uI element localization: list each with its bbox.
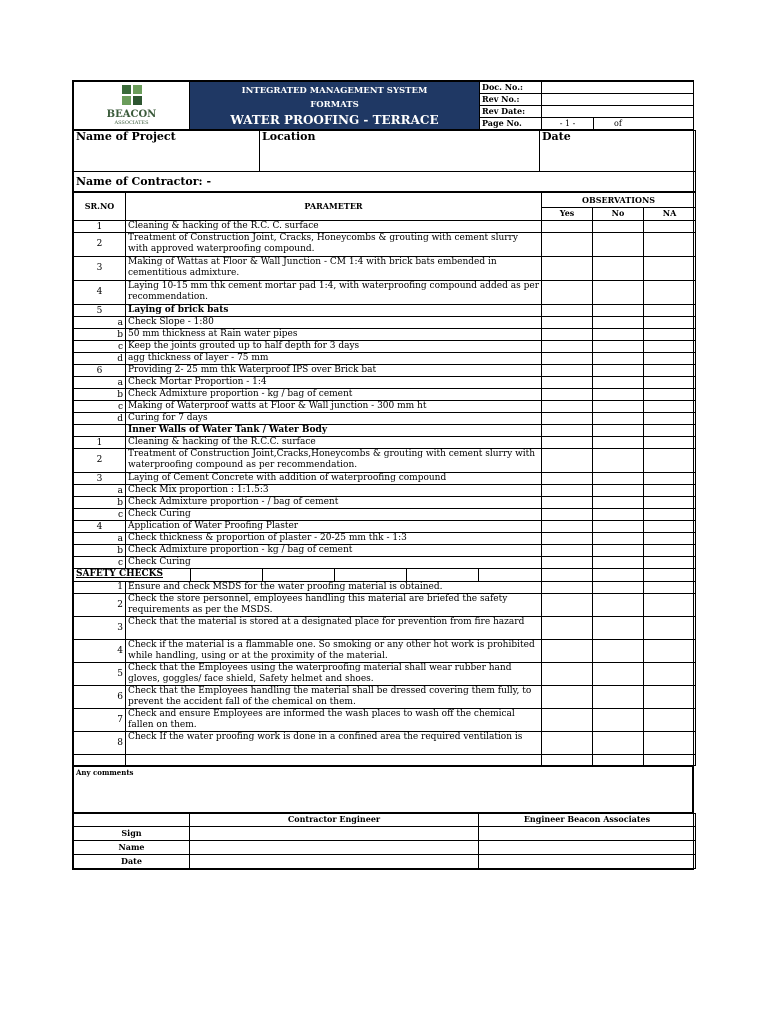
safety-header <box>74 569 542 582</box>
obs-na-cell[interactable] <box>644 401 696 413</box>
safety-row <box>74 640 696 663</box>
logo-subtext: ASSOCIATES <box>114 120 149 126</box>
safety-number: 7 <box>74 709 126 732</box>
obs-yes-cell[interactable] <box>542 377 593 389</box>
obs-no-cell[interactable] <box>593 449 644 473</box>
contractor-name-field[interactable] <box>190 841 479 855</box>
obs-no-cell[interactable] <box>593 437 644 449</box>
form-title: WATER PROOFING - TERRACE <box>230 112 439 127</box>
parameter-header: PARAMETER <box>126 193 542 221</box>
row-sub-letter: b <box>117 390 123 400</box>
engineer-name-field[interactable] <box>479 841 696 855</box>
safety-header-cell <box>334 569 406 581</box>
row-parameter: Application of Water Proofing Plaster <box>126 521 542 533</box>
obs-no-cell[interactable] <box>593 686 644 709</box>
logo-mark-icon <box>122 85 142 105</box>
obs-no-cell[interactable] <box>593 663 644 686</box>
obs-no-cell[interactable] <box>593 709 644 732</box>
obs-no-cell[interactable] <box>593 594 644 617</box>
srno-header: SR.NO <box>74 193 126 221</box>
checklist-row <box>74 533 696 545</box>
row-number <box>74 437 126 449</box>
checklist-row <box>74 545 696 557</box>
row-parameter: Check Curing <box>126 557 542 569</box>
row-number <box>74 413 126 425</box>
checklist-row <box>74 413 696 425</box>
obs-yes-cell[interactable] <box>542 329 593 341</box>
obs-yes-cell[interactable] <box>542 473 593 485</box>
obs-yes-cell[interactable] <box>542 413 593 425</box>
safety-number: 2 <box>74 594 126 617</box>
obs-yes-cell[interactable] <box>542 533 593 545</box>
obs-yes-cell[interactable] <box>542 521 593 533</box>
signoff-table <box>73 813 696 869</box>
obs-yes-cell[interactable] <box>542 640 593 663</box>
row-parameter: Providing 2- 25 mm thk Waterproof IPS over Brick bat <box>126 365 542 377</box>
formats-title: FORMATS <box>310 99 359 110</box>
row-sub-letter: b <box>117 330 123 340</box>
obs-yes-cell[interactable] <box>542 305 593 317</box>
row-number <box>74 353 126 365</box>
obs-cell[interactable] <box>644 755 696 766</box>
obs-na-cell[interactable] <box>644 497 696 509</box>
sign-label: Sign <box>74 827 190 841</box>
obs-yes-cell[interactable] <box>542 545 593 557</box>
row-number <box>74 389 126 401</box>
row-number <box>74 497 126 509</box>
obs-yes-cell[interactable] <box>542 389 593 401</box>
safety-item: Check and ensure Employees are informed the wash places to wash off the chemical fallen on them. <box>126 709 542 732</box>
no-header: No <box>593 208 644 221</box>
obs-no-cell[interactable] <box>593 732 644 755</box>
contractor-label[interactable]: Name of Contractor: - <box>74 172 696 192</box>
safety-header-cell <box>478 569 541 581</box>
obs-na-cell[interactable] <box>644 732 696 755</box>
safety-item: Ensure and check MSDS for the water proofing material is obtained. <box>126 582 542 594</box>
row-parameter: Laying of Cement Concrete with addition of waterproofing compound <box>126 473 542 485</box>
rev-date-value[interactable] <box>542 106 694 118</box>
project-name-label[interactable]: Name of Project <box>74 131 260 172</box>
row-number-text: 1 <box>96 222 103 232</box>
safety-checks-title: SAFETY CHECKS <box>74 569 190 581</box>
doc-no-value[interactable] <box>542 82 694 94</box>
row-sub-letter: c <box>117 510 123 520</box>
na-header: NA <box>644 208 696 221</box>
yes-header: Yes <box>542 208 593 221</box>
obs-no-cell[interactable] <box>593 221 644 233</box>
checklist-row <box>74 329 696 341</box>
row-number <box>74 425 126 437</box>
obs-no-cell[interactable] <box>593 377 644 389</box>
safety-header-cell <box>190 569 262 581</box>
checklist-row <box>74 317 696 329</box>
checklist-row <box>74 389 696 401</box>
safety-row <box>74 582 696 594</box>
rev-no-label: Rev No.: <box>480 94 542 106</box>
obs-na-cell[interactable] <box>644 437 696 449</box>
obs-no-cell[interactable] <box>593 365 644 377</box>
checklist-row <box>74 485 696 497</box>
safety-item: Check If the water proofing work is done in a confined area the required ventilation is <box>126 732 542 755</box>
row-parameter: Making of Wattas at Floor & Wall Junction - CM 1:4 with brick bats embended in cementitious admixture. <box>126 257 542 281</box>
obs-yes-cell[interactable] <box>542 617 593 640</box>
obs-no-cell[interactable] <box>593 497 644 509</box>
obs-cell[interactable] <box>644 569 696 582</box>
obs-yes-cell[interactable] <box>542 401 593 413</box>
row-sub-letter: b <box>117 546 123 556</box>
row-number <box>74 485 126 497</box>
obs-no-cell[interactable] <box>593 413 644 425</box>
row-number-text: 4 <box>96 522 103 532</box>
date-label[interactable]: Date <box>540 131 696 172</box>
obs-na-cell[interactable] <box>644 413 696 425</box>
row-number <box>74 473 126 485</box>
row-sub-letter: b <box>117 498 123 508</box>
row-number <box>74 233 126 257</box>
contractor-date-field[interactable] <box>190 855 479 869</box>
safety-item: Check that the Employees using the waterproofing material shall wear rubber hand gloves, goggles/ face shield, Safety helmet and shoes. <box>126 663 542 686</box>
obs-yes-cell[interactable] <box>542 557 593 569</box>
row-number <box>74 317 126 329</box>
row-number-text: 4 <box>96 287 103 297</box>
row-number-text: 1 <box>96 438 103 448</box>
obs-yes-cell[interactable] <box>542 353 593 365</box>
checklist-row <box>74 521 696 533</box>
obs-cell[interactable] <box>542 755 593 766</box>
row-parameter: Cleaning & hacking of the R.C.C. surface <box>126 437 542 449</box>
row-sub-letter: a <box>117 534 123 544</box>
row-number-text: 5 <box>96 306 103 316</box>
obs-no-cell[interactable] <box>593 557 644 569</box>
obs-no-cell[interactable] <box>593 353 644 365</box>
row-number <box>74 257 126 281</box>
safety-item: Check that the Employees handling the material shall be dressed covering them fully, to prevent the accident fall of the chemical on them. <box>126 686 542 709</box>
row-parameter: Check Mix proportion : 1:1.5:3 <box>126 485 542 497</box>
safety-rows <box>74 582 696 755</box>
rev-date-label: Rev Date: <box>480 106 542 118</box>
row-parameter: Laying 10-15 mm thk cement mortar pad 1:4, with waterproofing compound added as per recommendation. <box>126 281 542 305</box>
obs-na-cell[interactable] <box>644 353 696 365</box>
row-parameter: Check thickness & proportion of plaster - 20-25 mm thk - 1:3 <box>126 533 542 545</box>
obs-cell[interactable] <box>593 755 644 766</box>
obs-na-cell[interactable] <box>644 640 696 663</box>
safety-number: 3 <box>74 617 126 640</box>
checklist-row <box>74 437 696 449</box>
safety-item: Check the store personnel, employees handling this material are briefed the safety requirements as per the MSDS. <box>126 594 542 617</box>
engineer-date-field[interactable] <box>479 855 696 869</box>
obs-yes-cell[interactable] <box>542 582 593 594</box>
rev-no-value[interactable] <box>542 94 694 106</box>
page-number: - 1 - <box>542 118 594 130</box>
system-title: INTEGRATED MANAGEMENT SYSTEM <box>241 85 428 96</box>
obs-no-cell[interactable] <box>593 401 644 413</box>
obs-na-cell[interactable] <box>644 317 696 329</box>
row-sub-letter: d <box>117 414 123 424</box>
obs-na-cell[interactable] <box>644 686 696 709</box>
form-header <box>73 81 694 130</box>
obs-na-cell[interactable] <box>644 341 696 353</box>
row-parameter: Making of Waterproof watts at Floor & Wall junction - 300 mm ht <box>126 401 542 413</box>
safety-header-cell <box>406 569 478 581</box>
checklist-row <box>74 365 696 377</box>
obs-no-cell[interactable] <box>593 485 644 497</box>
checklist-row <box>74 557 696 569</box>
safety-number: 4 <box>74 640 126 663</box>
obs-na-cell[interactable] <box>644 365 696 377</box>
obs-yes-cell[interactable] <box>542 732 593 755</box>
comments-section <box>73 766 693 813</box>
obs-yes-cell[interactable] <box>542 686 593 709</box>
row-parameter: Check Admixture proportion - / bag of cement <box>126 497 542 509</box>
obs-no-cell[interactable] <box>593 617 644 640</box>
row-parameter: Treatment of Construction Joint, Cracks, Honeycombs & grouting with cement slurry with approved waterproofing compound. <box>126 233 542 257</box>
safety-row <box>74 594 696 617</box>
obs-na-cell[interactable] <box>644 663 696 686</box>
obs-yes-cell[interactable] <box>542 709 593 732</box>
obs-yes-cell[interactable] <box>542 425 593 437</box>
safety-row <box>74 663 696 686</box>
row-parameter: Check Slope - 1:80 <box>126 317 542 329</box>
obs-yes-cell[interactable] <box>542 594 593 617</box>
obs-yes-cell[interactable] <box>542 449 593 473</box>
obs-yes-cell[interactable] <box>542 437 593 449</box>
obs-na-cell[interactable] <box>644 425 696 437</box>
row-sub-letter: d <box>117 354 123 364</box>
obs-no-cell[interactable] <box>593 533 644 545</box>
obs-na-cell[interactable] <box>644 389 696 401</box>
row-number <box>74 557 126 569</box>
row-number-text: 2 <box>96 455 103 465</box>
form-title-block <box>190 82 480 130</box>
obs-no-cell[interactable] <box>593 281 644 305</box>
checklist-row <box>74 233 696 257</box>
obs-no-cell[interactable] <box>593 329 644 341</box>
obs-no-cell[interactable] <box>593 640 644 663</box>
row-parameter: Cleaning & hacking of the R.C. C. surface <box>126 221 542 233</box>
checklist-row <box>74 221 696 233</box>
row-parameter: Check Admixture proportion - kg / bag of cement <box>126 545 542 557</box>
obs-cell[interactable] <box>542 569 593 582</box>
checklist-rows <box>74 221 696 569</box>
date-row-label: Date <box>74 855 190 869</box>
obs-na-cell[interactable] <box>644 594 696 617</box>
obs-yes-cell[interactable] <box>542 281 593 305</box>
location-label[interactable]: Location <box>260 131 540 172</box>
blank-cell <box>74 814 190 827</box>
row-parameter: Keep the joints grouted up to half depth for 3 days <box>126 341 542 353</box>
obs-na-cell[interactable] <box>644 485 696 497</box>
engineer-sign-field[interactable] <box>479 827 696 841</box>
row-sub-letter: c <box>117 402 123 412</box>
row-parameter: 50 mm thickness at Rain water pipes <box>126 329 542 341</box>
obs-yes-cell[interactable] <box>542 497 593 509</box>
contractor-engineer-header: Contractor Engineer <box>190 814 479 827</box>
safety-row <box>74 617 696 640</box>
row-sub-letter: a <box>117 378 123 388</box>
row-number <box>74 533 126 545</box>
checklist-row <box>74 401 696 413</box>
row-parameter: Check Curing <box>126 509 542 521</box>
row-parameter: Check Admixture proportion - kg / bag of cement <box>126 389 542 401</box>
obs-na-cell[interactable] <box>644 329 696 341</box>
checklist-row <box>74 257 696 281</box>
row-parameter: agg thickness of layer - 75 mm <box>126 353 542 365</box>
row-number <box>74 329 126 341</box>
obs-yes-cell[interactable] <box>542 341 593 353</box>
obs-no-cell[interactable] <box>593 305 644 317</box>
obs-no-cell[interactable] <box>593 257 644 281</box>
row-sub-letter: c <box>117 558 123 568</box>
obs-na-cell[interactable] <box>644 305 696 317</box>
row-number <box>74 509 126 521</box>
obs-yes-cell[interactable] <box>542 317 593 329</box>
obs-na-cell[interactable] <box>644 709 696 732</box>
name-label: Name <box>74 841 190 855</box>
row-parameter: Curing for 7 days <box>126 413 542 425</box>
safety-item: Check if the material is a flammable one. So smoking or any other hot work is prohibited while handling, using or at the proximity of the material. <box>126 640 542 663</box>
row-sub-letter: a <box>117 486 123 496</box>
checklist-row <box>74 497 696 509</box>
beacon-engineer-header: Engineer Beacon Associates <box>479 814 696 827</box>
row-parameter: Treatment of Construction Joint,Cracks,Honeycombs & grouting with cement slurry with waterproofing compound as per recommendation. <box>126 449 542 473</box>
row-number <box>74 449 126 473</box>
obs-na-cell[interactable] <box>644 582 696 594</box>
safety-number: 5 <box>74 663 126 686</box>
obs-no-cell[interactable] <box>593 317 644 329</box>
checklist-row <box>74 449 696 473</box>
safety-row <box>74 732 696 755</box>
page-no-label: Page No. <box>480 118 542 130</box>
logo-text: BEACON <box>106 109 157 120</box>
safety-row <box>74 709 696 732</box>
obs-na-cell[interactable] <box>644 257 696 281</box>
obs-yes-cell[interactable] <box>542 257 593 281</box>
checklist-row <box>74 353 696 365</box>
observations-header: OBSERVATIONS <box>542 193 696 208</box>
row-number <box>74 545 126 557</box>
safety-header-grid <box>74 569 541 581</box>
safety-number: 8 <box>74 732 126 755</box>
obs-no-cell[interactable] <box>593 509 644 521</box>
obs-na-cell[interactable] <box>644 449 696 473</box>
safety-header-cell <box>262 569 334 581</box>
row-number <box>74 365 126 377</box>
obs-no-cell[interactable] <box>593 389 644 401</box>
checklist-table <box>73 192 696 766</box>
blank-cell <box>74 755 126 766</box>
row-number <box>74 401 126 413</box>
checklist-row <box>74 377 696 389</box>
obs-no-cell[interactable] <box>593 473 644 485</box>
obs-na-cell[interactable] <box>644 281 696 305</box>
checklist-row <box>74 509 696 521</box>
checklist-row <box>74 305 696 317</box>
row-parameter: Inner Walls of Water Tank / Water Body <box>126 425 542 437</box>
safety-item: Check that the material is stored at a designated place for prevention from fire hazard <box>126 617 542 640</box>
obs-na-cell[interactable] <box>644 233 696 257</box>
obs-cell[interactable] <box>593 569 644 582</box>
obs-na-cell[interactable] <box>644 509 696 521</box>
doc-no-label: Doc. No.: <box>480 82 542 94</box>
obs-yes-cell[interactable] <box>542 509 593 521</box>
row-number <box>74 221 126 233</box>
obs-no-cell[interactable] <box>593 341 644 353</box>
checklist-row <box>74 473 696 485</box>
obs-no-cell[interactable] <box>593 521 644 533</box>
row-number <box>74 305 126 317</box>
obs-na-cell[interactable] <box>644 533 696 545</box>
checklist-row <box>74 341 696 353</box>
obs-na-cell[interactable] <box>644 617 696 640</box>
safety-row <box>74 686 696 709</box>
row-parameter: Laying of brick bats <box>126 305 542 317</box>
obs-na-cell[interactable] <box>644 557 696 569</box>
inspection-form <box>72 80 694 870</box>
blank-cell <box>126 755 542 766</box>
obs-na-cell[interactable] <box>644 377 696 389</box>
obs-yes-cell[interactable] <box>542 365 593 377</box>
row-number-text: 2 <box>96 239 103 249</box>
checklist-row <box>74 281 696 305</box>
obs-no-cell[interactable] <box>593 233 644 257</box>
obs-no-cell[interactable] <box>593 582 644 594</box>
row-number <box>74 377 126 389</box>
comments-field[interactable]: Any comments <box>74 767 693 813</box>
obs-yes-cell[interactable] <box>542 485 593 497</box>
row-number <box>74 341 126 353</box>
contractor-sign-field[interactable] <box>190 827 479 841</box>
obs-no-cell[interactable] <box>593 425 644 437</box>
page-of: of <box>594 118 694 130</box>
row-number-text: 3 <box>96 263 103 273</box>
obs-na-cell[interactable] <box>644 545 696 557</box>
obs-no-cell[interactable] <box>593 545 644 557</box>
row-sub-letter: c <box>117 342 123 352</box>
obs-yes-cell[interactable] <box>542 663 593 686</box>
obs-yes-cell[interactable] <box>542 233 593 257</box>
obs-yes-cell[interactable] <box>542 221 593 233</box>
row-number <box>74 281 126 305</box>
safety-number: 6 <box>74 686 126 709</box>
safety-number: 1 <box>74 582 126 594</box>
company-logo <box>74 82 190 130</box>
obs-na-cell[interactable] <box>644 521 696 533</box>
project-info <box>73 130 696 192</box>
row-number-text: 6 <box>96 366 103 376</box>
obs-na-cell[interactable] <box>644 473 696 485</box>
row-number-text: 3 <box>96 474 103 484</box>
row-parameter: Check Mortar Proportion - 1:4 <box>126 377 542 389</box>
checklist-row <box>74 425 696 437</box>
row-number <box>74 521 126 533</box>
row-sub-letter: a <box>117 318 123 328</box>
obs-na-cell[interactable] <box>644 221 696 233</box>
